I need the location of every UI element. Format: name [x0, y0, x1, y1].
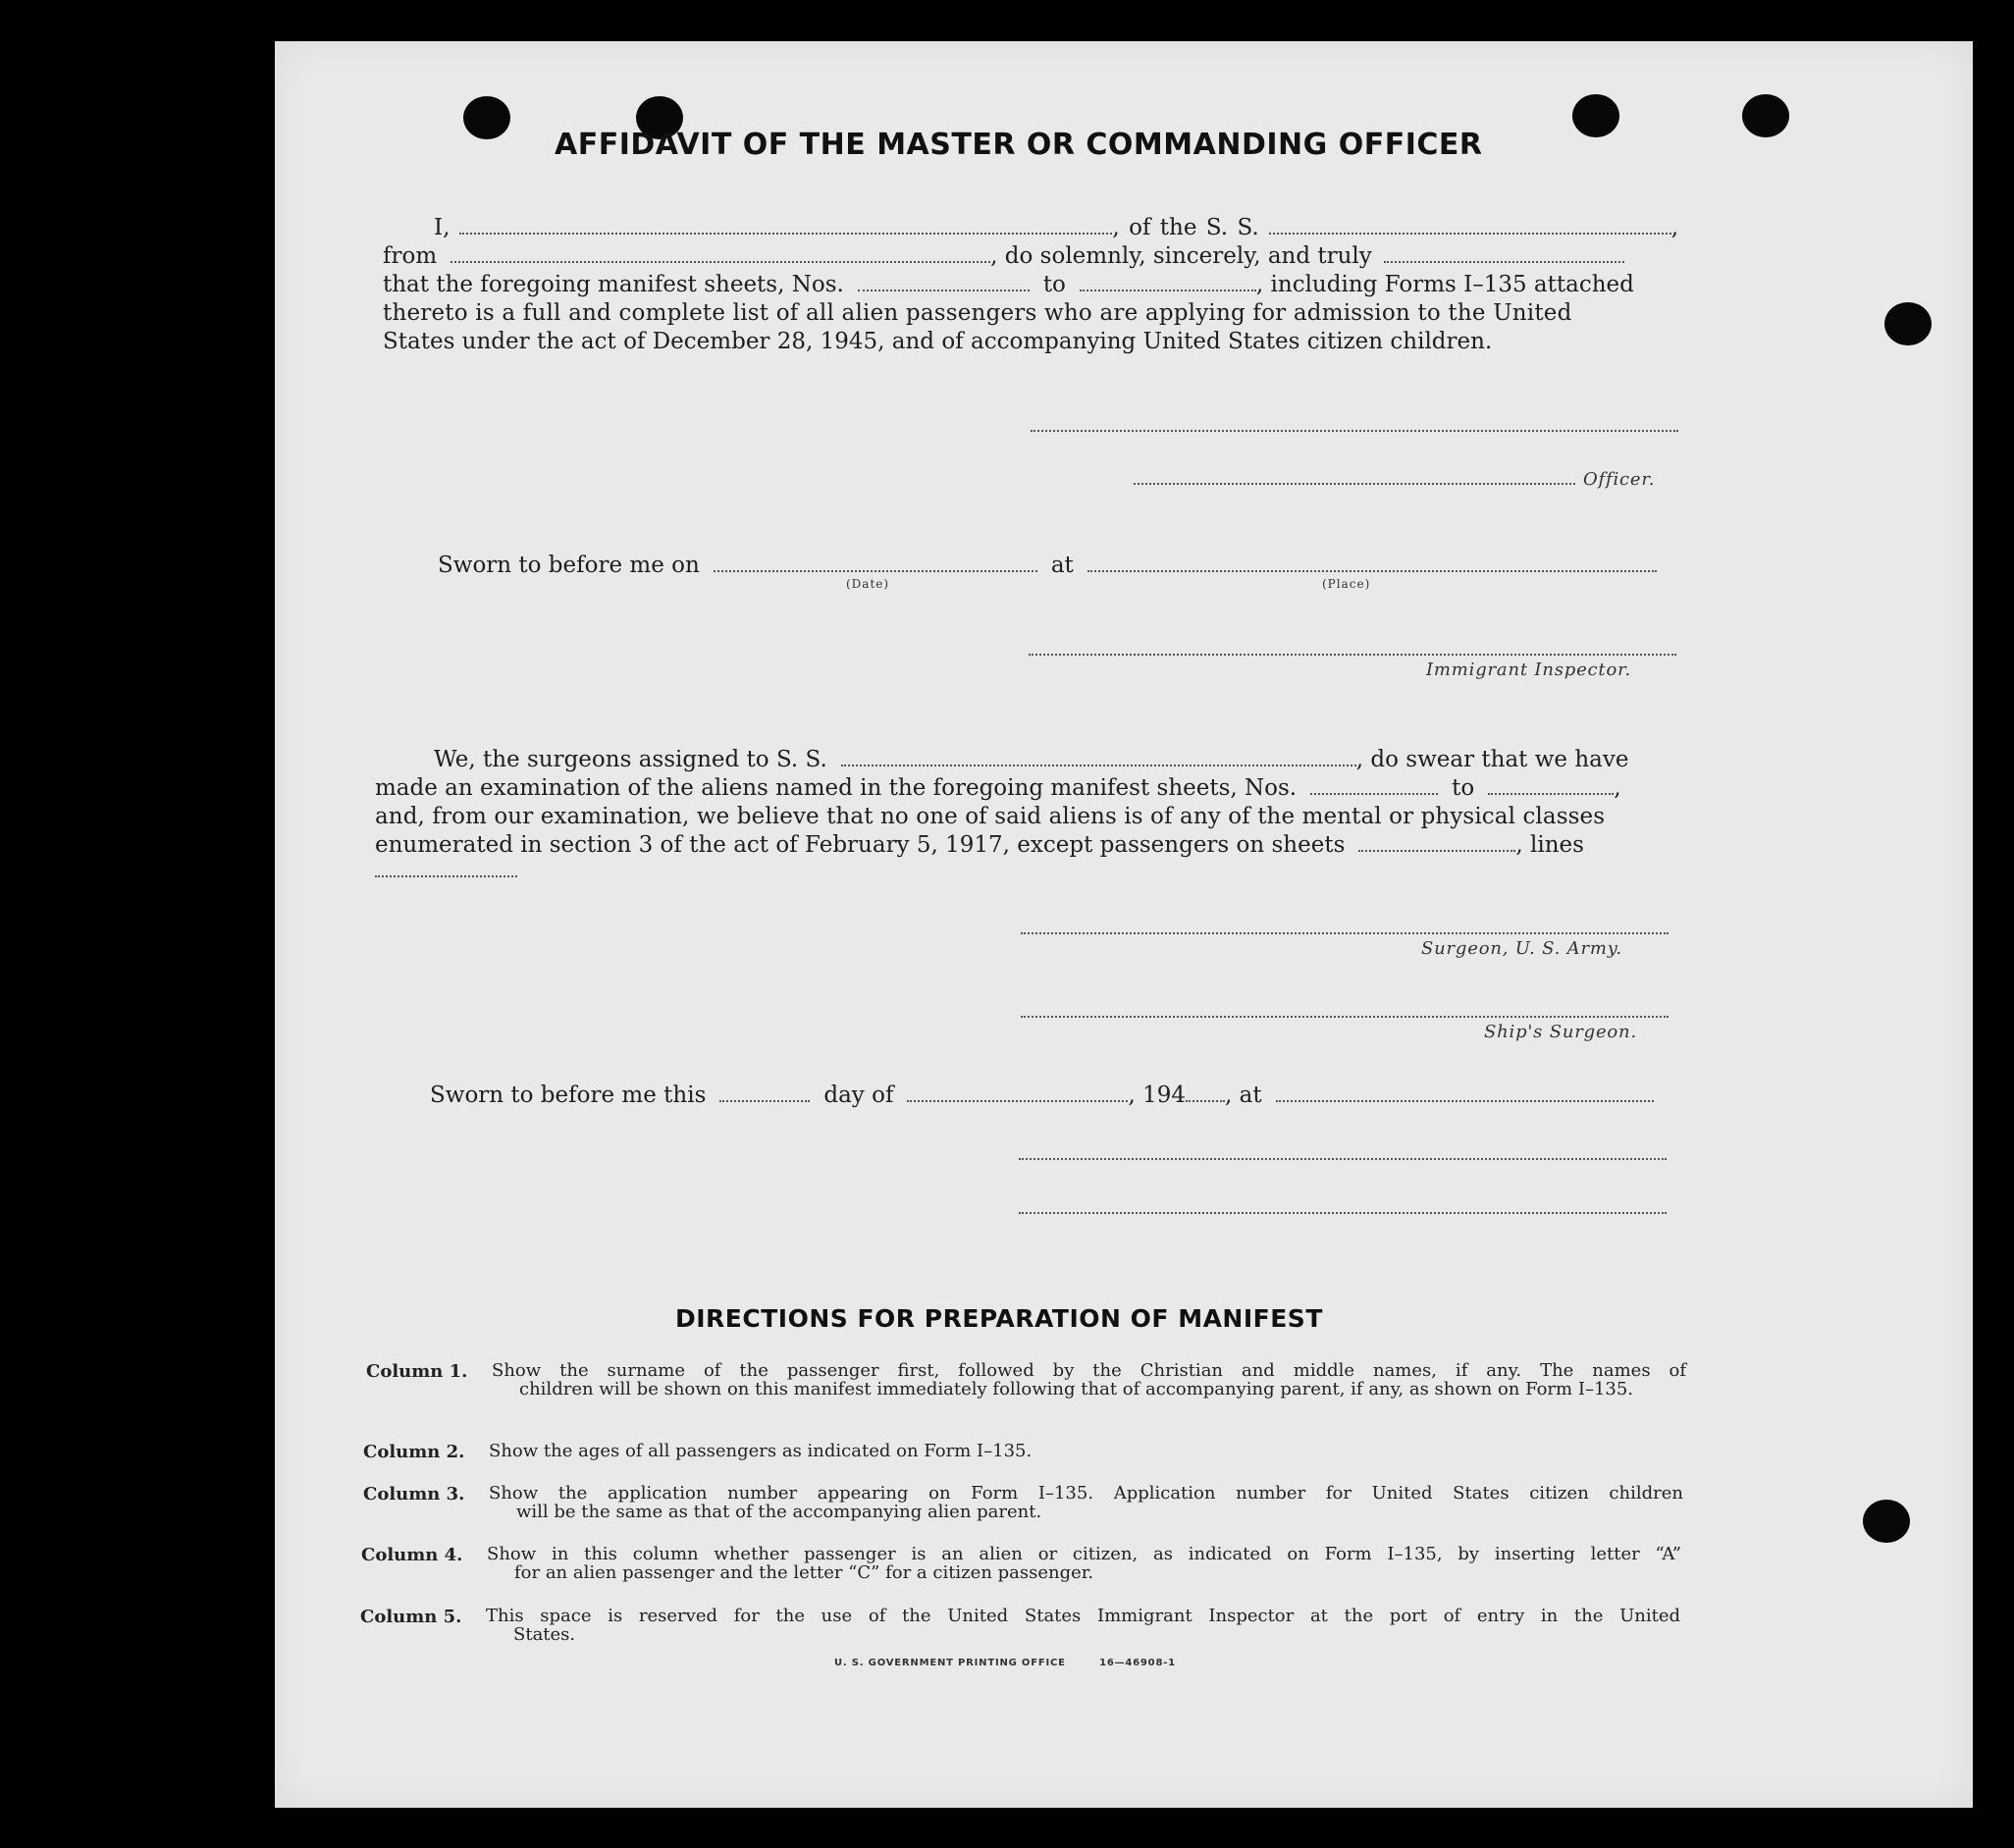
lines-label: , lines — [1515, 832, 1584, 858]
printer-name: U. S. GOVERNMENT PRINTING OFFICE — [834, 1658, 1066, 1668]
exam-to-blank[interactable] — [1488, 792, 1614, 795]
place-caption: (Place) — [1322, 577, 1371, 591]
column-label: Column 4. — [361, 1545, 463, 1565]
master-name-blank[interactable] — [459, 232, 1112, 235]
inspector-label: Immigrant Inspector. — [1426, 660, 1632, 680]
direction-item-1 — [366, 1361, 1686, 1399]
column-text — [489, 1442, 1683, 1460]
column-text — [487, 1545, 1681, 1582]
officer-label: Officer. — [1583, 469, 1656, 490]
direction-text: States. — [513, 1624, 576, 1645]
direction-item-2 — [363, 1442, 1683, 1460]
column-label: Column 1. — [366, 1361, 468, 1382]
column-text — [489, 1484, 1683, 1521]
direction-item-3 — [363, 1484, 1683, 1521]
from-label: from — [383, 243, 438, 269]
inspector-signature-line[interactable] — [1029, 654, 1676, 656]
directions-heading: DIRECTIONS FOR PREPARATION OF MANIFEST — [675, 1304, 1323, 1333]
direction-text: This space is reserved for the use of the United States Immigrant Inspector at the port of entry in the United — [486, 1606, 1680, 1626]
sworn-title-line[interactable] — [1019, 1212, 1667, 1214]
year-label: , 194 — [1128, 1082, 1187, 1108]
sheets-blank[interactable] — [1358, 849, 1515, 852]
forms-label: , including Forms I–135 attached — [1255, 272, 1634, 297]
to-label: to — [1042, 272, 1066, 297]
exam-from-blank[interactable] — [1310, 792, 1438, 795]
form-code: 16—46908-1 — [1099, 1658, 1176, 1668]
punch-hole — [1863, 1500, 1910, 1543]
ship-surgeon-label: Ship's Surgeon. — [1484, 1022, 1637, 1042]
sworn-this-label: Sworn to before me this — [430, 1082, 707, 1108]
comma: , — [1670, 215, 1678, 240]
solemnly-label: , do solemnly, sincerely, and truly — [990, 243, 1372, 269]
month-blank[interactable] — [907, 1099, 1128, 1102]
manifest-to-blank[interactable] — [1080, 289, 1256, 291]
sworn-on-line — [438, 552, 1657, 580]
army-surgeon-signature-line[interactable] — [1021, 932, 1669, 934]
day-of-label: day of — [823, 1082, 894, 1108]
surgeons-line-2 — [375, 774, 1621, 803]
master-ship-blank[interactable] — [1269, 232, 1671, 235]
swear-label: , do swear that we have — [1355, 747, 1629, 772]
from-port-blank[interactable] — [450, 260, 990, 263]
officer-signature-line[interactable] — [1031, 430, 1678, 432]
affidavit-heading: AFFIDAVIT OF THE MASTER OR COMMANDING OFFICER — [555, 128, 1483, 162]
direction-text: will be the same as that of the accompanying alien parent. — [516, 1502, 1042, 1522]
column-label: Column 2. — [363, 1442, 465, 1462]
manifest-nos-label: that the foregoing manifest sheets, Nos. — [383, 272, 844, 297]
to-label: to — [1452, 775, 1475, 801]
comma: , — [1614, 775, 1621, 801]
direction-item-5 — [360, 1607, 1680, 1644]
direction-text: for an alien passenger and the letter “C” for a citizen passenger. — [514, 1562, 1094, 1583]
master-line-5: States under the act of December 28, 1945, and of accompanying United States citizen children. — [383, 329, 1493, 354]
examination-label: made an examination of the aliens named in the foregoing manifest sheets, Nos. — [375, 775, 1298, 801]
surgeons-ss-label: We, the surgeons assigned to S. S. — [434, 747, 827, 772]
form-page — [275, 41, 1973, 1808]
sworn-place-blank[interactable] — [1276, 1099, 1654, 1102]
master-line-3 — [383, 271, 1678, 299]
master-i-label: I, — [434, 215, 450, 240]
at-label: , at — [1225, 1082, 1262, 1108]
master-ss-label: , of the S. S. — [1112, 215, 1259, 240]
master-line-2 — [383, 242, 1678, 271]
sworn-signature-line[interactable] — [1019, 1158, 1667, 1160]
direction-text: Show in this column whether passenger is an alien or citizen, as indicated on Form I–135, by inserting letter “A” — [487, 1544, 1681, 1564]
column-text — [492, 1361, 1686, 1399]
surgeons-ship-blank[interactable] — [841, 764, 1356, 766]
army-surgeon-label: Surgeon, U. S. Army. — [1421, 938, 1622, 959]
direction-item-4 — [361, 1545, 1681, 1582]
surgeons-line-1 — [434, 746, 1628, 774]
year-blank[interactable] — [1186, 1099, 1225, 1102]
master-line-1 — [383, 214, 1678, 242]
day-blank[interactable] — [719, 1099, 810, 1102]
sworn-this-line — [430, 1082, 1654, 1110]
ship-surgeon-signature-line[interactable] — [1021, 1016, 1669, 1018]
sworn-place-blank[interactable] — [1087, 569, 1657, 572]
direction-text: children will be shown on this manifest immediately following that of accompanying parent, if any, as shown on Form I–135. — [519, 1379, 1634, 1399]
punch-hole — [1742, 94, 1789, 137]
sworn-on-label: Sworn to before me on — [438, 553, 700, 578]
surgeons-line-4 — [375, 831, 1584, 860]
column-label: Column 5. — [360, 1607, 462, 1627]
punch-hole — [1884, 302, 1932, 345]
direction-text: Show the surname of the passenger first, followed by the Christian and middle names, if any. The names of — [492, 1360, 1686, 1381]
punch-hole — [1572, 94, 1619, 137]
truly-blank[interactable] — [1384, 260, 1624, 263]
direction-text: Show the ages of all passengers as indicated on Form I–135. — [489, 1441, 1033, 1461]
surgeons-line-3: and, from our examination, we believe that no one of said aliens is of any of the mental or physical classes — [375, 804, 1606, 829]
column-text — [486, 1607, 1680, 1644]
sworn-date-blank[interactable] — [714, 569, 1037, 572]
column-label: Column 3. — [363, 1484, 465, 1505]
direction-text: Show the application number appearing on Form I–135. Application number for United States citizen children — [489, 1483, 1683, 1504]
date-caption: (Date) — [846, 577, 890, 591]
master-line-4: thereto is a full and complete list of all alien passengers who are applying for admission to the United — [383, 300, 1572, 326]
manifest-from-blank[interactable] — [858, 289, 1030, 291]
punch-hole — [463, 96, 510, 139]
officer-title-line[interactable] — [1134, 483, 1575, 485]
printing-office-footer — [834, 1658, 1176, 1668]
except-label: enumerated in section 3 of the act of February 5, 1917, except passengers on sheets — [375, 832, 1346, 858]
at-label: at — [1050, 553, 1074, 578]
lines-blank[interactable] — [375, 875, 517, 877]
